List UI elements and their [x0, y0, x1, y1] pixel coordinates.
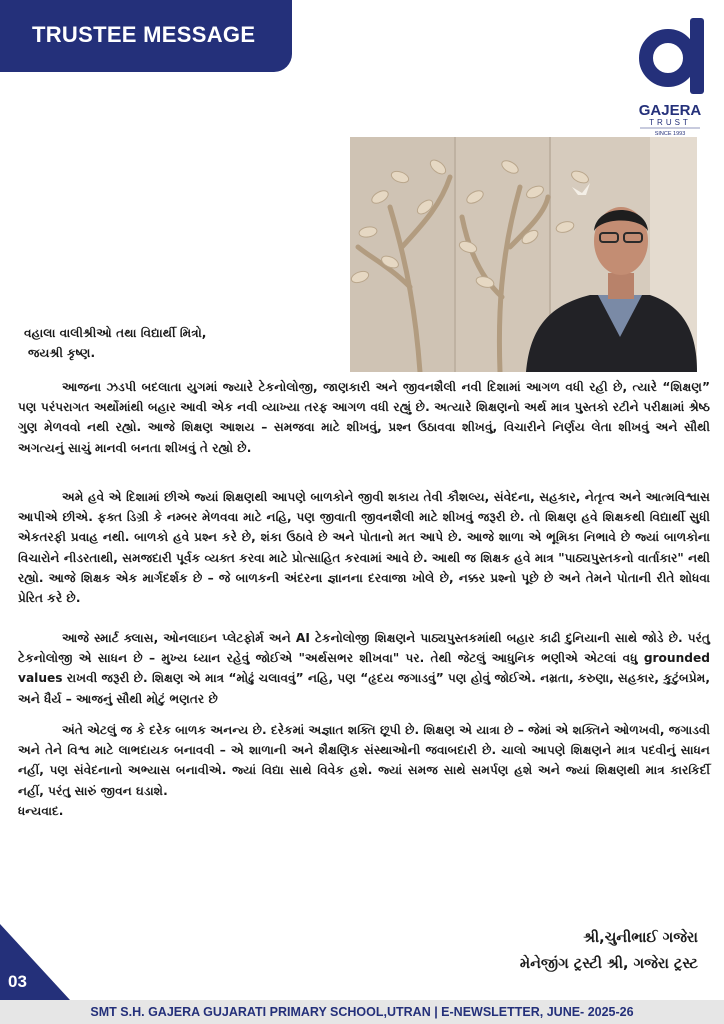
- paragraph-text: આજે સ્માર્ટ ક્લાસ, ઓનલાઇન પ્લેટફોર્મ અને AI ટેકનોલોજી શિક્ષણને પાઠ્યપુસ્તકમાંથી બહાર કાઢી દુનિયાની સાથે જોડે છે. પરંતુ ટેકનોલોજી એ સાધન છે – મુખ્ય ધ્યાન રહેવું જોઈએ "અર્થસભર શીખવા" પર. તેથી જેટલું આધુનિક ભણીએ એટલાં વધુ grounded values રાખવી જરૂરી છે. શિક્ષણ એ માત્ર “મોઢું ચલાવવું” નહિ, પણ “હૃદય જગાડવું” પણ હોવું જોઈએ. નમ્રતા, કરુણા, સહકાર, કુટુંબપ્રેમ, અને ધૈર્ય – આજનું સૌથી મોટું ભણતર છે: [18, 631, 710, 706]
- page-number: 03: [8, 972, 27, 991]
- greeting-line-2: જયશ્રી કૃષ્ણ.: [28, 346, 96, 360]
- gajera-logo-mark-icon: [646, 18, 704, 94]
- paragraph-text: અમે હવે એ દિશામાં છીએ જ્યાં શિક્ષણથી આપણે બાળકોને જીવી શકાય તેવી કૌશલ્ય, સંવેદના, સહકાર, નેતૃત્વ અને આત્મવિશ્વાસ આપીએ છીએ. ફક્ત ડિગ્રી કે નમ્બર મેળવવા માટે નહિ, પણ જીવાતી જીવનશૈલી માટે શીખવું જરૂરી છે. તો શિક્ષણ હવે શિક્ષકથી વિદ્યાર્થી સુધી એકતરફી પ્રવાહ નથી. બાળકો હવે પ્રશ્ન કરે છે, શંકા ઉઠાવે છે અને પોતાનો મત આપે છે. આજે શાળા એ ભૂમિકા નિભાવે છે જ્યાં બાળકોના વિચારોને નીડરતાથી, સમજદારી પૂર્વક વ્યક્ત કરવા માટે પ્રોત્સાહિત કરવામાં આવે છે. આથી જ શિક્ષક હવે માત્ર "પાઠ્યપુસ્તકનો વાર્તાકાર" નથી રહ્યો. આજે શિક્ષક એક માર્ગદર્શક છે – જે બાળકની અંદરના જ્ઞાનના દરવાજા ખોલે છે, નક્કર પ્રશ્નો પૂછે છે અને તેમને પોતાની રીતે શોધવા પ્રેરિત કરે છે.: [18, 490, 710, 606]
- trustee-photo: [350, 137, 697, 372]
- paragraph-3: [18, 628, 710, 709]
- closing: ધન્યવાદ.: [18, 803, 64, 818]
- signature-title: મેનેજીંગ ટ્રસ્ટી શ્રી, ગજેરા ટ્રસ્ટ: [519, 956, 698, 972]
- page-title: TRUSTEE MESSAGE: [32, 22, 256, 47]
- paragraph-4: [18, 720, 710, 821]
- paragraph-text: અંતે એટલું જ કે દરેક બાળક અનન્ય છે. દરેકમાં અજ્ઞાત શક્તિ છૂપી છે. શિક્ષણ એ યાત્રા છે – જેમાં એ શક્તિને ઓળખવી, જગાડવી અને તેને વિશ્વ માટે લાભદાયક બનાવવી – એ શાળાની અને શૈક્ષણિક સંસ્થાઓની જવાબદારી છે. ચાલો આપણે શિક્ષણને માત્ર પદવીનું સાધન નહીં, પણ સંવેદનાનો અભ્યાસ બનાવીએ. જ્યાં વિદ્યા સાથે વિવેક હશે. જ્યાં સમજ સાથે સમર્પણ હશે અને જ્યાં શિક્ષણથી માત્ર કારકિર્દી નહીં, પરંતુ સારું જીવન ઘડાશે.: [18, 723, 710, 798]
- footer-bar: SMT S.H. GAJERA GUJARATI PRIMARY SCHOOL,UTRAN | E-NEWSLETTER, JUNE- 2025-26: [0, 1000, 724, 1024]
- gajera-trust-logo: [628, 14, 712, 138]
- paragraph-text: આજના ઝડપી બદલાતા યુગમાં જ્યારે ટેકનોલોજી, જાણકારી અને જીવનશૈલી નવી દિશામાં આગળ વધી રહી છે, ત્યારે “શિક્ષણ” પણ પરંપરાગત અર્થોમાંથી બહાર આવી એક નવી વ્યાખ્યા તરફ આગળ વધી રહ્યું છે. અત્યારે શિક્ષણનો અર્થ માત્ર પુસ્તકો રટીને પરીક્ષામાં શ્રેષ્ઠ ગુણ મેળવવો નથી રહ્યો. આજે શિક્ષણ આશય – સમજવા માટે શીખવું, પ્રશ્ન ઉઠાવવા શીખવું, વિચારીને નિર્ણય લેતા શીખવું અને સૌથી અગત્યનું સાચું માનવી બનતા શીખવું તે રહ્યો છે.: [18, 380, 710, 455]
- greeting-line-1: વહાલા વાલીશ્રીઓ તથા વિદ્યાર્થી મિત્રો,: [24, 326, 207, 340]
- logo-sub: TRUST: [649, 118, 691, 127]
- logo-since: SINCE 1993: [654, 131, 686, 137]
- signature-name: શ્રી,ચુનીભાઈ ગજેરા: [583, 930, 698, 946]
- paragraph-1: [18, 377, 710, 458]
- logo-name: GAJERA: [638, 102, 702, 119]
- paragraph-2: [18, 487, 710, 608]
